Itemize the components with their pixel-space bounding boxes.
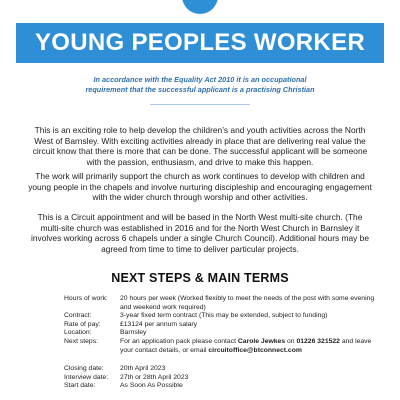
term-value: 20 hours per week (Worked flexibly to meet the needs of the post with some evening and weekend work required)	[120, 295, 375, 311]
term-label: Contract:	[64, 312, 92, 320]
term-label: Interview date:	[64, 373, 109, 381]
contact-name: Carole Jewkes	[237, 337, 286, 345]
contact-email-link[interactable]: circuitoffice@btconnect.com	[208, 346, 302, 354]
section-title: NEXT STEPS & MAIN TERMS	[111, 271, 289, 285]
term-start	[64, 382, 384, 391]
term-closing	[64, 365, 384, 374]
notice-line-2: requirement that the successful applicant is a practising Christian	[85, 85, 315, 94]
term-rate	[64, 321, 384, 330]
term-label: Next steps:	[64, 337, 98, 345]
title-banner	[16, 23, 384, 63]
next-text-1: For an application pack please contact	[120, 337, 238, 345]
term-label: Closing date:	[64, 365, 104, 373]
paragraph-work: The work will primarily support the church as work continues to develop with children and young people in the chapels and involve nurturing discipleship and encouraging engagement with the wider church through worship and other activities.	[28, 171, 372, 203]
term-value	[120, 338, 384, 355]
term-value: As Soon As Possible	[120, 382, 183, 390]
spacer	[64, 355, 384, 365]
term-value: 20th April 2023	[120, 365, 166, 373]
next-text-2: on	[285, 337, 297, 345]
divider	[150, 104, 250, 105]
term-hours	[64, 295, 384, 312]
term-label: Location:	[64, 329, 92, 337]
term-label: Rate of pay:	[64, 320, 101, 328]
term-contract	[64, 312, 384, 321]
contact-phone[interactable]: 01226 321522	[296, 337, 340, 345]
equality-notice	[60, 75, 340, 95]
term-value: £13124 per annum salary	[120, 320, 198, 328]
term-location	[64, 329, 384, 338]
logo-emblem	[182, 0, 218, 14]
term-label: Start date:	[64, 382, 96, 390]
term-next-steps	[64, 338, 384, 355]
paragraph-intro: This is an exciting role to help develop the children’s and youth activities across the North West of Barnsley. With exciting activities already in place that are delivering real value the circuit know that there is more that can be done. The successful applicant will be someone with the passion, enthusiasm, and drive to make this happen.	[32, 125, 368, 167]
paragraph-appointment: This is a Circuit appointment and will be based in the North West multi-site church. (The multi-site church was established in 2016 and for the North West Church in Barnsley it involves working across 6 chapels under a single Church Council). Additional hours may be agreed from time to time to deliver particular projects.	[31, 212, 369, 254]
term-interview	[64, 374, 384, 383]
next-text-3: and leave your contact details, or email	[120, 337, 372, 354]
page-title: YOUNG PEOPLES WORKER	[34, 29, 366, 56]
term-value: 3-year fixed term contract (This may be extended, subject to funding)	[120, 312, 328, 320]
term-label: Hours of work:	[64, 295, 108, 302]
term-value: 27th or 28th April 2023	[120, 373, 189, 381]
notice-line-1: In accordance with the Equality Act 2010 it is an occupational	[93, 75, 307, 84]
terms-list	[64, 295, 384, 391]
term-value: Barnsley	[120, 329, 147, 337]
